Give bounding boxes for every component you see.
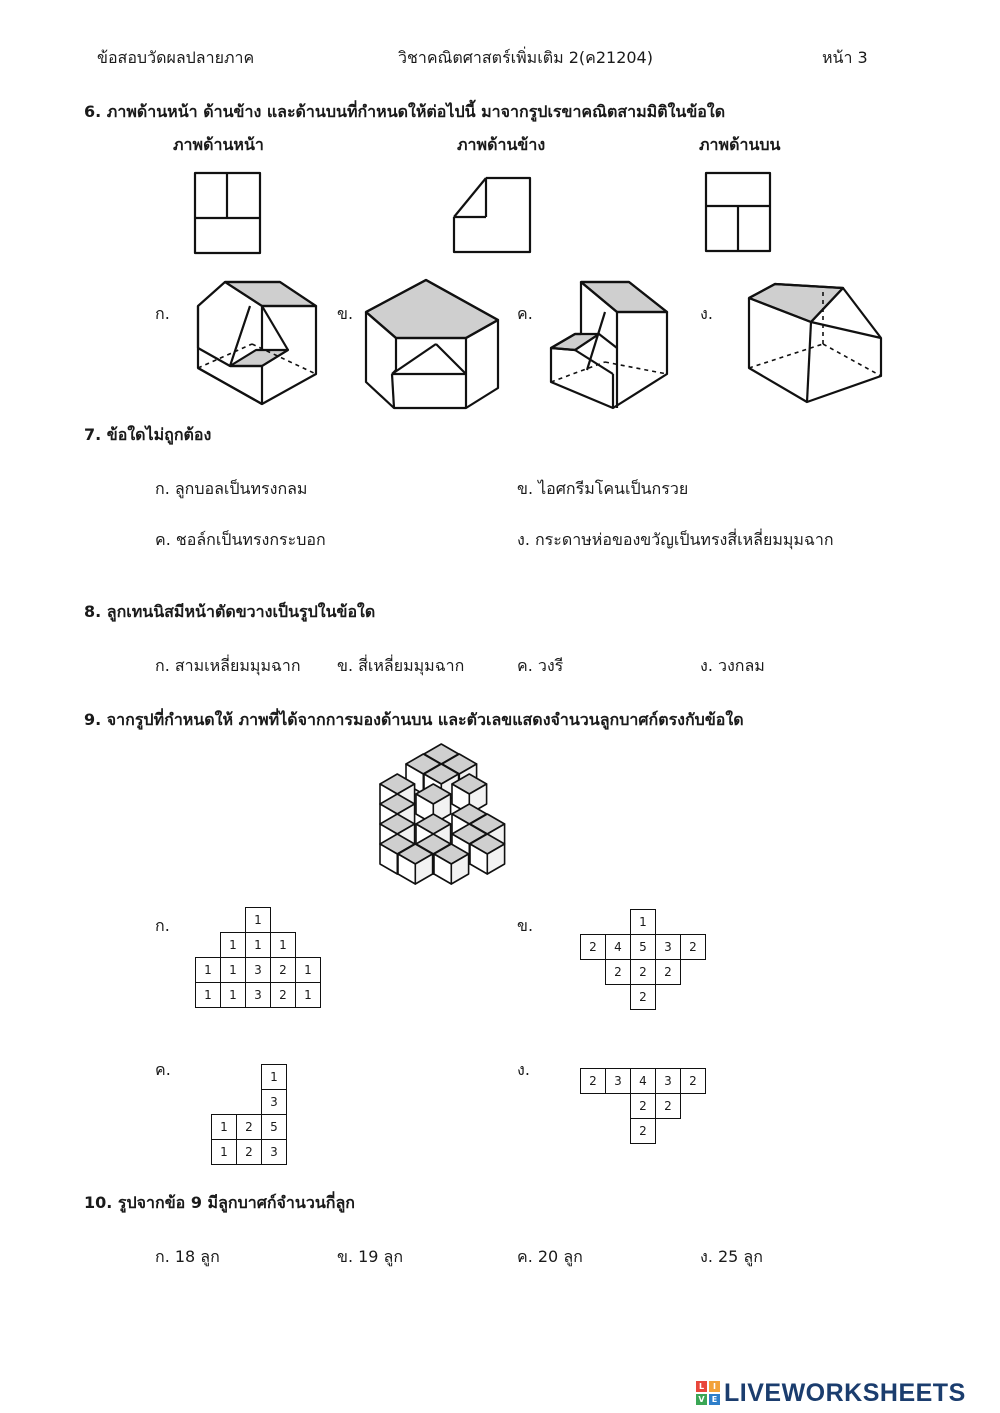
grid-cell: 3 [656,935,681,960]
grid-empty [656,910,681,935]
q8-option-d: ง. วงกลม [700,656,765,675]
top-view-figure [701,168,776,254]
grid-cell: 1 [296,958,321,983]
q9-grid-d [580,1068,706,1144]
q10-option-a: ก. 18 ลูก [155,1247,220,1266]
side-view-figure [448,172,538,258]
grid-empty [237,1065,262,1090]
q7-option-a: ก. ลูกบอลเป็นทรงกลม [155,479,308,498]
grid-cell: 1 [221,983,246,1008]
q6-option-d-figure [745,280,890,406]
logo-letter: I [709,1381,720,1392]
side-view-title: ภาพด้านข้าง [457,135,546,154]
grid-cell: 1 [246,908,271,933]
grid-cell: 3 [656,1069,681,1094]
top-view-title: ภาพด้านบน [699,135,781,154]
logo-mark-icon [696,1381,720,1405]
q7-option-c: ค. ชอล์กเป็นทรงกระบอก [155,530,326,549]
q6-option-a-label: ก. [155,304,170,323]
grid-empty [212,1090,237,1115]
grid-cell: 5 [262,1115,287,1140]
grid-cell: 3 [246,958,271,983]
grid-cell: 1 [262,1065,287,1090]
q9-option-d-label: ง. [517,1060,530,1079]
q9-option-c-label: ค. [155,1060,171,1079]
grid-empty [606,910,631,935]
q8-option-b: ข. สี่เหลี่ยมมุมฉาก [337,656,465,675]
grid-cell: 2 [631,1119,656,1144]
grid-cell: 1 [196,983,221,1008]
grid-empty [681,960,706,985]
grid-empty [196,933,221,958]
grid-empty [581,985,606,1010]
q7-option-d: ง. กระดาษห่อของขวัญเป็นทรงสี่เหลี่ยมมุมฉาก [517,530,834,549]
grid-empty [581,910,606,935]
grid-cell: 1 [296,983,321,1008]
grid-empty [656,985,681,1010]
grid-cell: 3 [262,1090,287,1115]
q9-grid-c [211,1064,287,1165]
grid-empty [237,1090,262,1115]
question-6: 6. ภาพด้านหน้า ด้านข้าง และด้านบนที่กำหนดให้ต่อไปนี้ มาจากรูปเรขาคณิตสามมิติในข้อใด [84,102,726,121]
grid-cell: 1 [196,958,221,983]
grid-empty [656,1119,681,1144]
front-view-title: ภาพด้านหน้า [173,135,264,154]
front-view-figure [190,168,270,258]
header-left: ข้อสอบวัดผลปลายภาค [97,48,255,67]
q9-grid-b [580,909,706,1010]
grid-empty [606,985,631,1010]
question-10: 10. รูปจากข้อ 9 มีลูกบาศก์จำนวนกี่ลูก [84,1193,355,1212]
grid-cell: 2 [631,960,656,985]
grid-cell: 2 [631,1094,656,1119]
grid-cell: 2 [681,935,706,960]
q8-option-c: ค. วงรี [517,656,564,675]
grid-cell: 1 [271,933,296,958]
grid-cell: 1 [221,933,246,958]
grid-cell: 5 [631,935,656,960]
grid-empty [681,985,706,1010]
q6-option-b-label: ข. [337,304,354,323]
q6-option-c-figure [545,278,675,412]
grid-empty [296,908,321,933]
q7-option-b: ข. ไอศกรีมโคนเป็นกรวย [517,479,689,498]
grid-empty [581,1094,606,1119]
grid-empty [271,908,296,933]
q10-option-b: ข. 19 ลูก [337,1247,404,1266]
question-8: 8. ลูกเทนนิสมีหน้าตัดขวางเป็นรูปในข้อใด [84,602,376,621]
grid-empty [212,1065,237,1090]
grid-cell: 2 [237,1140,262,1165]
grid-empty [296,933,321,958]
grid-empty [681,1094,706,1119]
q9-option-a-label: ก. [155,916,170,935]
logo-text: LIVEWORKSHEETS [724,1378,966,1407]
grid-cell: 2 [606,960,631,985]
grid-empty [581,1119,606,1144]
q9-grid-a [195,907,321,1008]
q6-option-b-figure [362,278,507,412]
header-page-number: หน้า 3 [822,48,868,67]
grid-cell: 2 [581,1069,606,1094]
grid-cell: 1 [212,1115,237,1140]
grid-cell: 3 [606,1069,631,1094]
grid-cell: 1 [246,933,271,958]
grid-empty [606,1094,631,1119]
grid-empty [681,910,706,935]
grid-cell: 2 [271,983,296,1008]
grid-cell: 4 [606,935,631,960]
liveworksheets-logo [696,1378,966,1408]
question-7: 7. ข้อใดไม่ถูกต้อง [84,425,212,444]
q9-option-b-label: ข. [517,916,534,935]
q10-option-c: ค. 20 ลูก [517,1247,583,1266]
grid-cell: 4 [631,1069,656,1094]
grid-cell: 2 [656,1094,681,1119]
grid-empty [221,908,246,933]
grid-cell: 1 [212,1140,237,1165]
grid-cell: 2 [681,1069,706,1094]
grid-cell: 2 [237,1115,262,1140]
grid-cell: 2 [271,958,296,983]
q8-option-a: ก. สามเหลี่ยมมุมฉาก [155,656,301,675]
grid-cell: 3 [246,983,271,1008]
grid-cell: 2 [656,960,681,985]
q6-option-c-label: ค. [517,304,533,323]
logo-letter: L [696,1381,707,1392]
grid-cell: 2 [581,935,606,960]
grid-cell: 3 [262,1140,287,1165]
header-center: วิชาคณิตศาสตร์เพิ่มเติม 2(ค21204) [398,48,653,67]
grid-cell: 1 [221,958,246,983]
cube-stack-figure [370,740,520,900]
grid-empty [196,908,221,933]
grid-empty [581,960,606,985]
q10-option-d: ง. 25 ลูก [700,1247,763,1266]
grid-cell: 2 [631,985,656,1010]
q6-option-d-label: ง. [700,304,713,323]
logo-letter: V [696,1394,707,1405]
question-9: 9. จากรูปที่กำหนดให้ ภาพที่ได้จากการมองด้านบน และตัวเลขแสดงจำนวนลูกบาศก์ตรงกับข้อใด [84,710,744,729]
logo-letter: E [709,1394,720,1405]
q6-option-a-figure [190,276,330,412]
grid-empty [681,1119,706,1144]
grid-cell: 1 [631,910,656,935]
grid-empty [606,1119,631,1144]
